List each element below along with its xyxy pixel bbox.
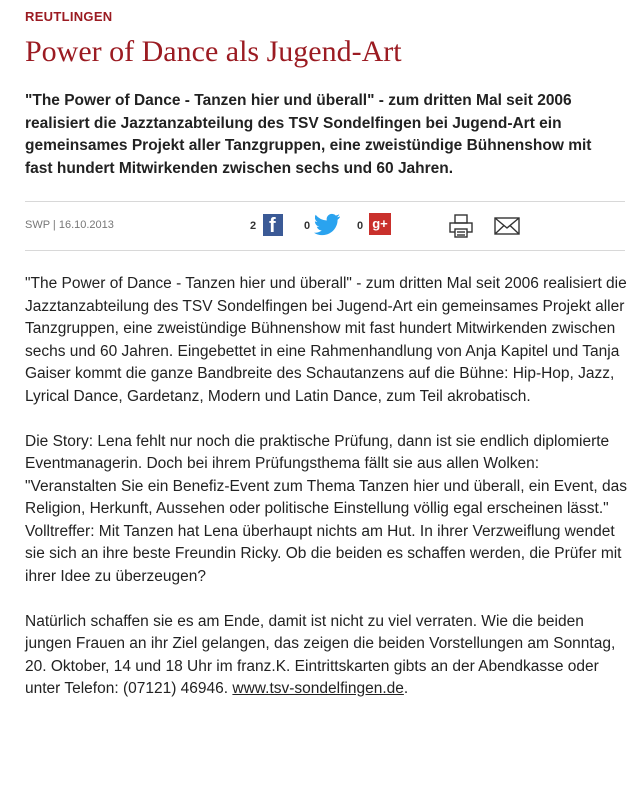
google-plus-icon[interactable]: g+ <box>369 213 391 235</box>
byline: SWP | 16.10.2013 <box>25 219 114 231</box>
paragraph-text: Natürlich schaffen sie es am Ende, damit ist nicht zu viel verraten. Wie die beiden jungen Frauen an ihr Ziel gelangen, das zeigen die beiden Vorstellungen am Sonntag, 20. Oktober, 14 und 18 Uhr im franz.K. Eintrittskarten gibts an der Abendkasse oder unter Telefon: (07121) 46946. <box>25 612 616 697</box>
googleplus-count: 0 <box>357 220 364 232</box>
facebook-count: 2 <box>250 220 257 232</box>
section-kicker: REUTLINGEN <box>25 9 113 24</box>
twitter-count: 0 <box>304 220 311 232</box>
article-lead: "The Power of Dance - Tanzen hier und überall" - zum dritten Mal seit 2006 realisiert die Jazztanzabteilung des TSV Sondelfingen bei Jugend-Art ein gemeinsames Projekt aller Tanzgruppen, eine zweistündige Bühnenshow mit fast hundert Mitwirkenden zwischen sechs und 60 Jahren. <box>25 92 592 177</box>
article-body <box>25 273 630 723</box>
article-headline: Power of Dance als Jugend-Art <box>25 35 402 68</box>
club-website-link[interactable]: www.tsv-sondelfingen.de <box>232 680 404 697</box>
facebook-icon[interactable]: f <box>263 214 283 236</box>
body-paragraph: Die Story: Lena fehlt nur noch die praktische Prüfung, dann ist sie endlich diplomierte Eventmanagerin. Doch bei ihrem Prüfungsthema fällt sie aus allen Wolken: "Veranstalten Sie ein Benefiz-Event zum Thema Tanzen hier und überall, ein Event, das Religion, Herkunft, Aussehen oder politische Einstellung völlig egal erscheinen lässt." Volltreffer: Mit Tanzen hat Lena überhaupt nichts am Hut. In ihrer Verzweiflung wendet sie sich an ihre beste Freundin Ricky. Ob die beiden es schaffen werden, die Prüfer mit ihrer Idee zu überzeugen? <box>25 432 628 585</box>
body-paragraph: "The Power of Dance - Tanzen hier und überall" - zum dritten Mal seit 2006 realisiert die Jazztanzabteilung des TSV Sondelfingen bei Jugend-Art ein gemeinsames Projekt aller Tanzgruppen, eine zweistündige Bühnenshow mit fast hundert Mitwirkenden zwischen sechs und 60 Jahren. Eingebettet in eine Rahmenhandlung von Anja Kapitel und Tanja Gaiser kommt die ganze Bandbreite des Schautanzens auf die Bühne: Hip-Hop, Jazz, Lyrical Dance, Gardetanz, Modern und Latin Dance, zum Teil akrobatisch. <box>25 275 627 405</box>
article-meta-bar <box>25 201 625 251</box>
body-paragraph: Natürlich schaffen sie es am Ende, damit ist nicht zu viel verraten. Wie die beiden jungen Frauen an ihr Ziel gelangen, das zeigen die beiden Vorstellungen am Sonntag, 20. Oktober, 14 und 18 Uhr im franz.K. Eintrittskarten gibts an der Abendkasse oder unter Telefon: (07121) 46946. www.tsv-sondelfingen.de. <box>25 612 616 697</box>
